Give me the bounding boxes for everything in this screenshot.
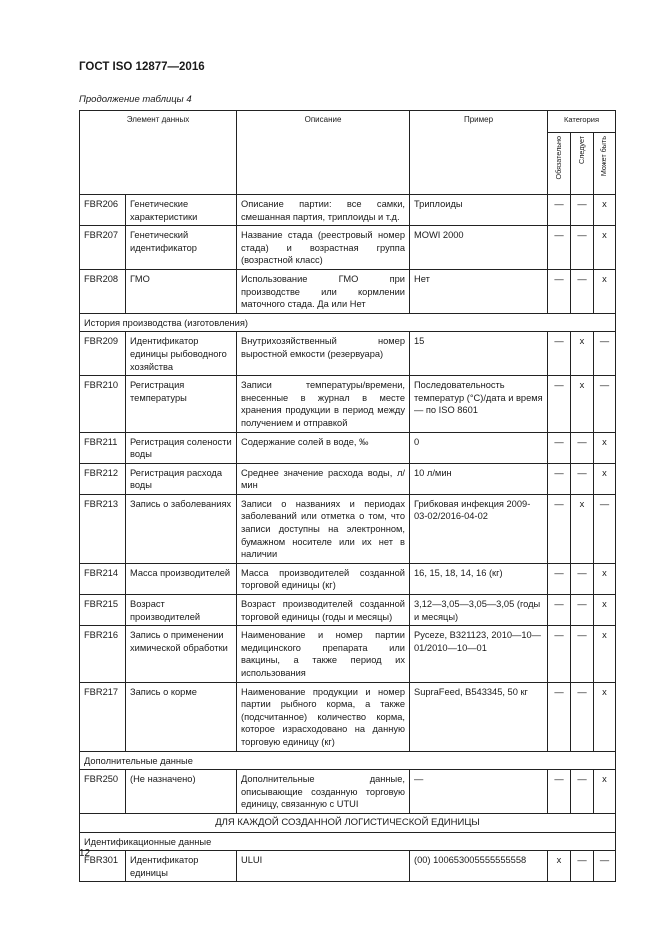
element-name: Запись о корме bbox=[126, 682, 237, 751]
mark-may: x bbox=[594, 463, 616, 494]
element-description: Среднее значение расхода воды, л/мин bbox=[237, 463, 410, 494]
mark-mandatory: — bbox=[548, 432, 571, 463]
element-description: Наименование и номер партии медицинского препарата или вакцины, а также период их использования bbox=[237, 626, 410, 682]
element-description: Записи температуры/времени, внесенные в журнал в месте хранения продукции в период между получением и отправкой bbox=[237, 376, 410, 432]
element-example: 0 bbox=[410, 432, 548, 463]
table-row bbox=[80, 376, 616, 432]
element-name: Генетические характеристики bbox=[126, 195, 237, 226]
mark-may: x bbox=[594, 432, 616, 463]
mark-mandatory: — bbox=[548, 463, 571, 494]
section-label: Дополнительные данные bbox=[80, 751, 616, 770]
col-header-example: Пример bbox=[410, 111, 548, 195]
table-row bbox=[80, 626, 616, 682]
element-description: Возраст производителей созданной торговой единицы (годы и месяцы) bbox=[237, 595, 410, 626]
table-row bbox=[80, 463, 616, 494]
element-example: SupraFeed, B543345, 50 кг bbox=[410, 682, 548, 751]
element-name: Идентификатор единицы рыбоводного хозяйства bbox=[126, 332, 237, 376]
element-example: Последовательность температур (°C)/дата и время — по ISO 8601 bbox=[410, 376, 548, 432]
mark-may: — bbox=[594, 332, 616, 376]
table-row bbox=[80, 226, 616, 270]
element-code: FBR217 bbox=[80, 682, 126, 751]
element-example: 3,12—3,05—3,05—3,05 (годы и месяцы) bbox=[410, 595, 548, 626]
element-code: FBR206 bbox=[80, 195, 126, 226]
element-name: Регистрация температуры bbox=[126, 376, 237, 432]
element-name: Масса производителей bbox=[126, 563, 237, 594]
mark-should: — bbox=[571, 851, 594, 882]
table-caption: Продолжение таблицы 4 bbox=[79, 94, 192, 105]
mark-should: x bbox=[571, 376, 594, 432]
element-code: FBR207 bbox=[80, 226, 126, 270]
mark-mandatory: — bbox=[548, 494, 571, 563]
element-name: Регистрация расхода воды bbox=[126, 463, 237, 494]
mark-should: — bbox=[571, 626, 594, 682]
col-header-may bbox=[594, 133, 616, 195]
banner-row bbox=[80, 813, 616, 832]
mark-should: — bbox=[571, 195, 594, 226]
element-description: Использование ГМО при производстве или кормлении маточного стада. Да или Нет bbox=[237, 269, 410, 313]
element-example: Триплоиды bbox=[410, 195, 548, 226]
mark-may: x bbox=[594, 226, 616, 270]
element-name: Регистрация солености воды bbox=[126, 432, 237, 463]
element-code: FBR215 bbox=[80, 595, 126, 626]
may-label: Может быть bbox=[599, 136, 609, 177]
table-body bbox=[80, 195, 616, 882]
section-row bbox=[80, 832, 616, 851]
col-header-mandatory bbox=[548, 133, 571, 195]
data-table bbox=[79, 110, 616, 882]
element-description: Внутрихозяйственный номер выростной емкости (резервуара) bbox=[237, 332, 410, 376]
mark-should: — bbox=[571, 595, 594, 626]
section-label: История производства (изготовления) bbox=[80, 313, 616, 332]
element-name: Генетический идентификатор bbox=[126, 226, 237, 270]
element-example: Pyceze, B321123, 2010—10—01/2010—10—01 bbox=[410, 626, 548, 682]
mark-may: x bbox=[594, 563, 616, 594]
col-header-element: Элемент данных bbox=[80, 111, 237, 195]
element-code: FBR216 bbox=[80, 626, 126, 682]
section-row bbox=[80, 751, 616, 770]
mark-may: x bbox=[594, 682, 616, 751]
element-description: ULUI bbox=[237, 851, 410, 882]
table-row bbox=[80, 195, 616, 226]
element-example: (00) 100653005555555558 bbox=[410, 851, 548, 882]
table-row bbox=[80, 563, 616, 594]
element-name: Возраст производителей bbox=[126, 595, 237, 626]
element-example: Грибковая инфекция 2009-03-02/2016-04-02 bbox=[410, 494, 548, 563]
table-row bbox=[80, 682, 616, 751]
element-code: FBR214 bbox=[80, 563, 126, 594]
mark-mandatory: — bbox=[548, 376, 571, 432]
mark-should: — bbox=[571, 770, 594, 814]
mark-may: — bbox=[594, 376, 616, 432]
element-name: (Не назначено) bbox=[126, 770, 237, 814]
element-example: MOWI 2000 bbox=[410, 226, 548, 270]
table-row bbox=[80, 494, 616, 563]
table-row bbox=[80, 770, 616, 814]
element-example: — bbox=[410, 770, 548, 814]
mark-may: x bbox=[594, 269, 616, 313]
element-code: FBR209 bbox=[80, 332, 126, 376]
element-name: Запись о заболеваниях bbox=[126, 494, 237, 563]
section-row bbox=[80, 313, 616, 332]
mark-mandatory: — bbox=[548, 770, 571, 814]
mark-should: — bbox=[571, 432, 594, 463]
element-description: Наименование продукции и номер партии рыбного корма, а также (подсчитанное) количество корма, которое израсходовано на данную торговую единицу (кг) bbox=[237, 682, 410, 751]
banner-label: ДЛЯ КАЖДОЙ СОЗДАННОЙ ЛОГИСТИЧЕСКОЙ ЕДИНИЦЫ bbox=[80, 813, 616, 832]
element-name: Запись о применении химической обработки bbox=[126, 626, 237, 682]
element-description: Название стада (реестровый номер стада) и возрастная группа (возрастной класс) bbox=[237, 226, 410, 270]
mark-may: x bbox=[594, 770, 616, 814]
element-code: FBR211 bbox=[80, 432, 126, 463]
element-example: Нет bbox=[410, 269, 548, 313]
table-row bbox=[80, 595, 616, 626]
table-row bbox=[80, 332, 616, 376]
mark-may: x bbox=[594, 595, 616, 626]
element-description: Масса производителей созданной торговой единицы (кг) bbox=[237, 563, 410, 594]
element-example: 16, 15, 18, 14, 16 (кг) bbox=[410, 563, 548, 594]
document-title: ГОСТ ISO 12877—2016 bbox=[79, 61, 205, 73]
table-row bbox=[80, 851, 616, 882]
mark-mandatory: — bbox=[548, 269, 571, 313]
mark-may: x bbox=[594, 195, 616, 226]
element-description: Дополнительные данные, описывающие созданную торговую единицу, связанную с UTUI bbox=[237, 770, 410, 814]
page-number: 12 bbox=[79, 848, 91, 859]
mark-mandatory: — bbox=[548, 563, 571, 594]
element-code: FBR208 bbox=[80, 269, 126, 313]
mark-should: x bbox=[571, 494, 594, 563]
mark-mandatory: — bbox=[548, 595, 571, 626]
table-row bbox=[80, 432, 616, 463]
element-example: 15 bbox=[410, 332, 548, 376]
mark-mandatory: — bbox=[548, 226, 571, 270]
mark-should: — bbox=[571, 226, 594, 270]
mark-should: — bbox=[571, 463, 594, 494]
col-header-description: Описание bbox=[237, 111, 410, 195]
should-label: Следует bbox=[576, 136, 586, 164]
element-name: ГМО bbox=[126, 269, 237, 313]
element-code: FBR212 bbox=[80, 463, 126, 494]
mark-mandatory: — bbox=[548, 626, 571, 682]
mark-should: — bbox=[571, 682, 594, 751]
mark-should: x bbox=[571, 332, 594, 376]
section-label: Идентификационные данные bbox=[80, 832, 616, 851]
element-description: Описание партии: все самки, смешанная партия, триплоиды и т.д. bbox=[237, 195, 410, 226]
mark-may: — bbox=[594, 494, 616, 563]
element-code: FBR213 bbox=[80, 494, 126, 563]
element-code: FBR250 bbox=[80, 770, 126, 814]
element-example: 10 л/мин bbox=[410, 463, 548, 494]
col-header-category: Категория bbox=[548, 111, 616, 133]
element-code: FBR301 bbox=[80, 851, 126, 882]
mark-should: — bbox=[571, 269, 594, 313]
mark-may: — bbox=[594, 851, 616, 882]
element-code: FBR210 bbox=[80, 376, 126, 432]
element-name: Идентификатор единицы bbox=[126, 851, 237, 882]
table-row bbox=[80, 269, 616, 313]
mark-mandatory: — bbox=[548, 332, 571, 376]
mark-mandatory: — bbox=[548, 682, 571, 751]
mark-mandatory: x bbox=[548, 851, 571, 882]
mark-should: — bbox=[571, 563, 594, 594]
mark-mandatory: — bbox=[548, 195, 571, 226]
element-description: Содержание солей в воде, ‰ bbox=[237, 432, 410, 463]
mark-may: x bbox=[594, 626, 616, 682]
col-header-should bbox=[571, 133, 594, 195]
mandatory-label: Обязательно bbox=[553, 136, 563, 180]
element-description: Записи о названиях и периодах заболеваний или отметка о том, что записи доступны на электронном, бумажном носителе или их нет в наличии bbox=[237, 494, 410, 563]
